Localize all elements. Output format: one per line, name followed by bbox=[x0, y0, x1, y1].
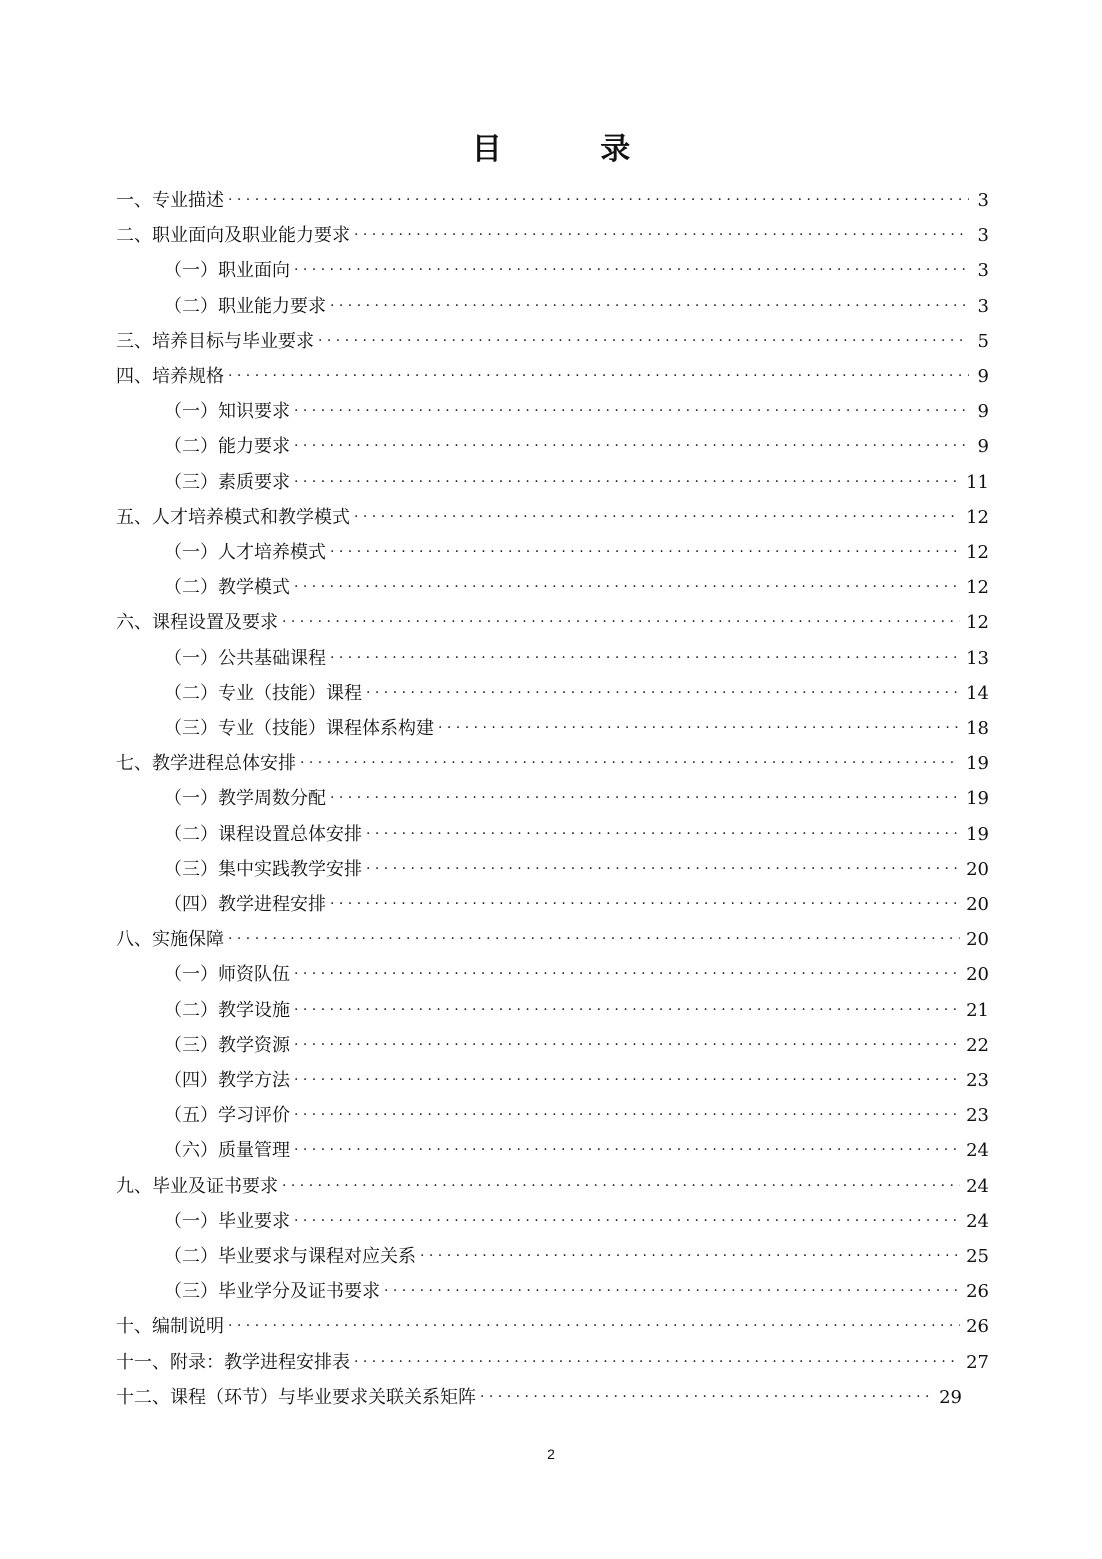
toc-entry-page: 29 bbox=[939, 1386, 962, 1408]
toc-entry-title: 十、编制说明 bbox=[116, 1316, 224, 1338]
toc-entry-title: 七、教学进程总体安排 bbox=[116, 753, 296, 775]
toc-dot-leader bbox=[294, 1098, 960, 1133]
toc-entry-title: 九、毕业及证书要求 bbox=[116, 1175, 278, 1197]
toc-dot-leader bbox=[330, 289, 969, 324]
toc-entry[interactable] bbox=[164, 1239, 989, 1274]
toc-dot-leader bbox=[420, 1239, 960, 1274]
toc-dot-leader bbox=[330, 887, 960, 922]
toc-entry-page: 3 bbox=[977, 260, 989, 282]
toc-dot-leader bbox=[294, 429, 969, 464]
toc-dot-leader bbox=[228, 359, 969, 394]
toc-entry[interactable] bbox=[116, 183, 989, 218]
toc-entry[interactable] bbox=[116, 359, 989, 394]
toc-entry[interactable] bbox=[164, 781, 989, 816]
toc-entry-page: 19 bbox=[966, 753, 989, 775]
toc-dot-leader bbox=[354, 218, 969, 253]
toc-entry[interactable] bbox=[164, 570, 989, 605]
toc-entry-page: 12 bbox=[966, 506, 989, 528]
toc-entry[interactable] bbox=[164, 289, 989, 324]
toc-entry-page: 20 bbox=[966, 858, 989, 880]
toc-dot-leader bbox=[282, 605, 960, 640]
toc-entry-page: 3 bbox=[977, 295, 989, 317]
toc-entry-title: （一）师资队伍 bbox=[164, 964, 290, 986]
toc-entry[interactable] bbox=[164, 817, 989, 852]
toc-entry-title: （四）教学进程安排 bbox=[164, 894, 326, 915]
toc-entry-title: 十二、课程（环节）与毕业要求关联关系矩阵 bbox=[116, 1386, 476, 1408]
toc-entry-page: 26 bbox=[966, 1281, 989, 1303]
toc-dot-leader bbox=[228, 922, 960, 957]
toc-entry-page: 23 bbox=[966, 1070, 989, 1091]
toc-entry-title: （二）职业能力要求 bbox=[164, 295, 326, 317]
page-title: 目 录 bbox=[471, 132, 675, 167]
toc-entry-title: （二）毕业要求与课程对应关系 bbox=[164, 1246, 416, 1267]
toc-entry-page: 9 bbox=[977, 366, 989, 387]
toc-entry-title: （一）教学周数分配 bbox=[164, 788, 326, 810]
toc-entry[interactable] bbox=[164, 676, 989, 711]
toc-entry-title: （六）质量管理 bbox=[164, 1140, 290, 1162]
toc-entry[interactable] bbox=[164, 253, 989, 288]
toc-entry-page: 12 bbox=[966, 577, 989, 599]
toc-entry[interactable] bbox=[164, 641, 989, 676]
toc-entry-title: （二）课程设置总体安排 bbox=[164, 823, 362, 845]
toc-dot-leader bbox=[228, 183, 969, 218]
toc-entry-title: 四、培养规格 bbox=[116, 366, 224, 387]
toc-entry-title: 二、职业面向及职业能力要求 bbox=[116, 225, 350, 247]
toc-entry-title: （一）人才培养模式 bbox=[164, 542, 326, 563]
toc-dot-leader bbox=[330, 641, 960, 676]
toc-entry-page: 24 bbox=[966, 1140, 989, 1162]
toc-dot-leader bbox=[282, 1169, 960, 1204]
toc-entry-title: （三）教学资源 bbox=[164, 1034, 290, 1056]
toc-entry-page: 21 bbox=[966, 999, 989, 1021]
toc-entry-title: （三）素质要求 bbox=[164, 471, 290, 493]
toc-entry-page: 3 bbox=[977, 225, 989, 247]
toc-entry[interactable] bbox=[164, 1204, 989, 1239]
toc-dot-leader bbox=[294, 570, 960, 605]
toc-entry[interactable] bbox=[116, 500, 989, 535]
toc-entry[interactable] bbox=[116, 605, 989, 640]
toc-dot-leader bbox=[366, 676, 960, 711]
toc-entry[interactable] bbox=[164, 1028, 989, 1063]
toc-dot-leader bbox=[294, 993, 960, 1028]
toc-entry[interactable] bbox=[164, 465, 989, 500]
toc-entry-title: （二）专业（技能）课程 bbox=[164, 682, 362, 704]
toc-entry-page: 12 bbox=[966, 542, 989, 563]
toc-entry-page: 19 bbox=[966, 788, 989, 810]
toc-entry-page: 27 bbox=[966, 1351, 989, 1373]
toc-entry-page: 20 bbox=[966, 929, 989, 951]
toc-entry-page: 20 bbox=[966, 894, 989, 915]
toc-entry-page: 9 bbox=[977, 401, 989, 423]
toc-entry-page: 19 bbox=[966, 823, 989, 845]
toc-entry-title: （一）职业面向 bbox=[164, 260, 290, 282]
toc-entry-title: （五）学习评价 bbox=[164, 1105, 290, 1127]
toc-entry-page: 26 bbox=[966, 1316, 989, 1338]
toc-dot-leader bbox=[318, 324, 969, 359]
toc-entry-page: 25 bbox=[966, 1246, 989, 1267]
toc-entry[interactable] bbox=[116, 324, 989, 359]
toc-dot-leader bbox=[294, 1204, 960, 1239]
toc-dot-leader bbox=[228, 1309, 960, 1344]
toc-dot-leader bbox=[294, 465, 960, 500]
toc-dot-leader bbox=[294, 957, 960, 992]
toc-entry-title: （二）教学模式 bbox=[164, 577, 290, 599]
toc-entry[interactable] bbox=[164, 993, 989, 1028]
toc-entry[interactable] bbox=[164, 535, 989, 570]
toc-entry[interactable] bbox=[164, 887, 989, 922]
toc-dot-leader bbox=[294, 253, 969, 288]
toc-entry[interactable] bbox=[116, 218, 989, 253]
toc-entry-title: 六、课程设置及要求 bbox=[116, 612, 278, 634]
toc-entry[interactable] bbox=[116, 922, 989, 957]
toc-dot-leader bbox=[294, 1133, 960, 1168]
toc-entry-page: 24 bbox=[966, 1210, 989, 1232]
toc-entry-page: 12 bbox=[966, 612, 989, 634]
toc-dot-leader bbox=[294, 1063, 960, 1098]
toc-dot-leader bbox=[294, 394, 969, 429]
toc-entry-title: 十一、附录：教学进程安排表 bbox=[116, 1351, 350, 1373]
toc-entry-title: （一）毕业要求 bbox=[164, 1210, 290, 1232]
toc-entry[interactable] bbox=[164, 1098, 989, 1133]
toc-entry[interactable] bbox=[116, 746, 989, 781]
toc-dot-leader bbox=[354, 500, 960, 535]
toc-entry-page: 14 bbox=[966, 682, 989, 704]
toc-entry-title: 一、专业描述 bbox=[116, 190, 224, 211]
toc-entry-title: （四）教学方法 bbox=[164, 1070, 290, 1091]
toc-dot-leader bbox=[438, 711, 960, 746]
toc-entry-title: （二）能力要求 bbox=[164, 436, 290, 458]
toc-entry[interactable] bbox=[116, 1345, 989, 1380]
page-number: 2 bbox=[547, 1446, 555, 1462]
toc-dot-leader bbox=[366, 852, 960, 887]
toc-dot-leader bbox=[294, 1028, 960, 1063]
toc-entry-title: 三、培养目标与毕业要求 bbox=[116, 330, 314, 352]
toc-dot-leader bbox=[366, 817, 960, 852]
toc-dot-leader bbox=[330, 535, 960, 570]
toc-entry-title: （二）教学设施 bbox=[164, 999, 290, 1021]
toc-entry[interactable] bbox=[164, 1063, 989, 1098]
toc-entry-page: 9 bbox=[977, 436, 989, 458]
toc-entry-title: 五、人才培养模式和教学模式 bbox=[116, 506, 350, 528]
toc-entry-page: 22 bbox=[966, 1034, 989, 1056]
toc-entry-page: 13 bbox=[966, 647, 989, 669]
toc-dot-leader bbox=[354, 1345, 960, 1380]
toc-entry[interactable] bbox=[116, 1309, 989, 1344]
toc-entry-page: 24 bbox=[966, 1175, 989, 1197]
toc-entry-page: 3 bbox=[977, 190, 989, 211]
toc-entry-title: 八、实施保障 bbox=[116, 929, 224, 951]
toc-entry[interactable] bbox=[164, 711, 989, 746]
toc-dot-leader bbox=[300, 746, 960, 781]
toc-entry-page: 20 bbox=[966, 964, 989, 986]
toc-dot-leader bbox=[330, 781, 960, 816]
toc-entry[interactable] bbox=[164, 429, 989, 464]
toc-entry-title: （三）专业（技能）课程体系构建 bbox=[164, 718, 434, 739]
toc-entry-page: 18 bbox=[966, 718, 989, 739]
toc-entry-title: （一）公共基础课程 bbox=[164, 647, 326, 669]
toc-entry[interactable] bbox=[164, 957, 989, 992]
toc-entry[interactable] bbox=[164, 394, 989, 429]
toc-entry-title: （一）知识要求 bbox=[164, 401, 290, 423]
toc-entry-title: （三）毕业学分及证书要求 bbox=[164, 1281, 380, 1303]
toc-entry-title: （三）集中实践教学安排 bbox=[164, 858, 362, 880]
toc-entry[interactable] bbox=[164, 1133, 989, 1168]
toc-entry-page: 5 bbox=[977, 330, 989, 352]
toc-dot-leader bbox=[480, 1380, 933, 1415]
toc-entry[interactable] bbox=[164, 1274, 989, 1309]
toc-entry[interactable] bbox=[116, 1380, 962, 1415]
toc-entry-page: 11 bbox=[966, 471, 989, 493]
toc-entry[interactable] bbox=[116, 1169, 989, 1204]
toc-dot-leader bbox=[384, 1274, 960, 1309]
toc-entry[interactable] bbox=[164, 852, 989, 887]
toc-entry-page: 23 bbox=[966, 1105, 989, 1127]
